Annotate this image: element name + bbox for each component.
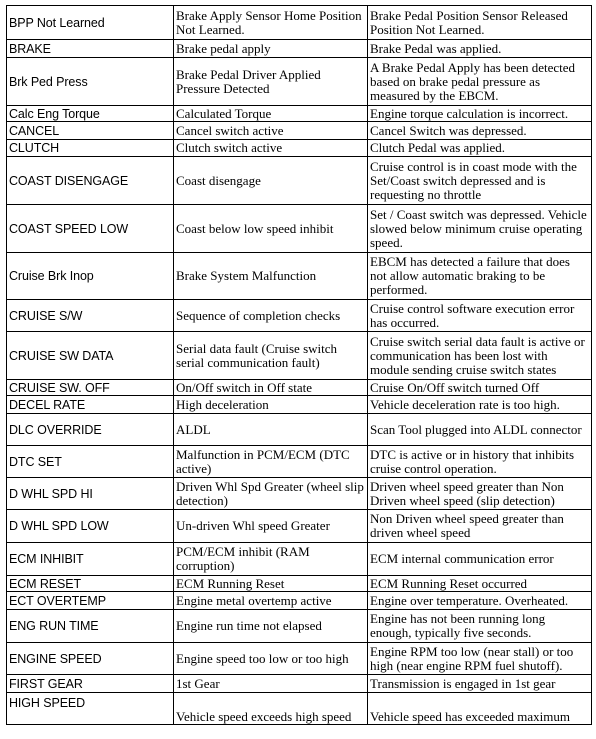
table-row xyxy=(7,157,592,205)
table-row xyxy=(7,693,592,725)
description-cell: A Brake Pedal Apply has been detected based on brake pedal pressure as measured by the EBCM. xyxy=(368,58,592,106)
code-cell: D WHL SPD HI xyxy=(7,478,174,510)
description-cell: Vehicle speed has exceeded maximum xyxy=(368,693,592,725)
condition-cell: ALDL xyxy=(174,414,368,446)
table-row xyxy=(7,510,592,543)
table-row xyxy=(7,396,592,414)
code-cell: Cruise Brk Inop xyxy=(7,253,174,300)
description-cell: EBCM has detected a failure that does not allow automatic braking to be performed. xyxy=(368,253,592,300)
condition-cell: 1st Gear xyxy=(174,675,368,693)
condition-cell: Calculated Torque xyxy=(174,106,368,122)
table-row xyxy=(7,675,592,693)
table-row xyxy=(7,140,592,157)
description-cell: Cruise On/Off switch turned Off xyxy=(368,380,592,396)
condition-cell: PCM/ECM inhibit (RAM corruption) xyxy=(174,543,368,576)
code-cell: CLUTCH xyxy=(7,140,174,157)
table-row xyxy=(7,332,592,380)
description-cell: Cruise switch serial data fault is active or communication has been lost with module sending cruise switch states xyxy=(368,332,592,380)
table-row xyxy=(7,205,592,253)
table-row xyxy=(7,380,592,396)
condition-cell: Brake pedal apply xyxy=(174,40,368,58)
condition-cell: Driven Whl Spd Greater (wheel slip detection) xyxy=(174,478,368,510)
code-cell: COAST DISENGAGE xyxy=(7,157,174,205)
table-row xyxy=(7,40,592,58)
code-cell: CANCEL xyxy=(7,122,174,140)
description-cell: ECM Running Reset occurred xyxy=(368,576,592,592)
table-row xyxy=(7,576,592,592)
cruise-inhibit-table xyxy=(6,5,592,725)
description-cell: Engine torque calculation is incorrect. xyxy=(368,106,592,122)
table-row xyxy=(7,592,592,610)
condition-cell: Malfunction in PCM/ECM (DTC active) xyxy=(174,446,368,478)
table-row xyxy=(7,610,592,643)
condition-cell: On/Off switch in Off state xyxy=(174,380,368,396)
code-cell: ENGINE SPEED xyxy=(7,643,174,675)
description-cell: Transmission is engaged in 1st gear xyxy=(368,675,592,693)
code-cell: COAST SPEED LOW xyxy=(7,205,174,253)
code-cell: ECT OVERTEMP xyxy=(7,592,174,610)
condition-cell: High deceleration xyxy=(174,396,368,414)
description-cell: Brake Pedal was applied. xyxy=(368,40,592,58)
table-row xyxy=(7,122,592,140)
code-cell: CRUISE SW DATA xyxy=(7,332,174,380)
condition-cell: Un-driven Whl speed Greater xyxy=(174,510,368,543)
condition-cell: Serial data fault (Cruise switch serial communication fault) xyxy=(174,332,368,380)
code-cell: BRAKE xyxy=(7,40,174,58)
description-cell: Cruise control software execution error has occurred. xyxy=(368,300,592,332)
code-cell: DLC OVERRIDE xyxy=(7,414,174,446)
condition-cell: Cancel switch active xyxy=(174,122,368,140)
condition-cell: Engine metal overtemp active xyxy=(174,592,368,610)
condition-cell: Coast disengage xyxy=(174,157,368,205)
condition-cell: Engine run time not elapsed xyxy=(174,610,368,643)
condition-cell: Coast below low speed inhibit xyxy=(174,205,368,253)
code-cell: Calc Eng Torque xyxy=(7,106,174,122)
description-cell: Engine RPM too low (near stall) or too high (near engine RPM fuel shutoff). xyxy=(368,643,592,675)
condition-cell: Brake Pedal Driver Applied Pressure Detected xyxy=(174,58,368,106)
description-cell: Driven wheel speed greater than Non Driven wheel speed (slip detection) xyxy=(368,478,592,510)
description-cell: ECM internal communication error xyxy=(368,543,592,576)
table-row xyxy=(7,478,592,510)
condition-cell: Brake System Malfunction xyxy=(174,253,368,300)
description-cell: Brake Pedal Position Sensor Released Position Not Learned. xyxy=(368,6,592,40)
table-row xyxy=(7,58,592,106)
description-cell: DTC is active or in history that inhibits cruise control operation. xyxy=(368,446,592,478)
description-cell: Vehicle deceleration rate is too high. xyxy=(368,396,592,414)
code-cell: DECEL RATE xyxy=(7,396,174,414)
code-cell: Brk Ped Press xyxy=(7,58,174,106)
condition-cell: Engine speed too low or too high xyxy=(174,643,368,675)
code-cell: CRUISE SW. OFF xyxy=(7,380,174,396)
code-cell: FIRST GEAR xyxy=(7,675,174,693)
table-row xyxy=(7,106,592,122)
table-row xyxy=(7,253,592,300)
description-cell: Scan Tool plugged into ALDL connector xyxy=(368,414,592,446)
condition-cell: ECM Running Reset xyxy=(174,576,368,592)
code-cell: ENG RUN TIME xyxy=(7,610,174,643)
table-row xyxy=(7,414,592,446)
table-row xyxy=(7,300,592,332)
document-page xyxy=(6,5,591,725)
description-cell: Engine has not been running long enough, typically five seconds. xyxy=(368,610,592,643)
table-row xyxy=(7,543,592,576)
description-cell: Non Driven wheel speed greater than driven wheel speed xyxy=(368,510,592,543)
description-cell: Clutch Pedal was applied. xyxy=(368,140,592,157)
description-cell: Cruise control is in coast mode with the Set/Coast switch depressed and is requesting no throttle xyxy=(368,157,592,205)
table-row xyxy=(7,6,592,40)
code-cell: BPP Not Learned xyxy=(7,6,174,40)
table-row xyxy=(7,446,592,478)
code-cell: ECM RESET xyxy=(7,576,174,592)
table-row xyxy=(7,643,592,675)
code-cell: HIGH SPEED xyxy=(7,693,174,725)
description-cell: Set / Coast switch was depressed. Vehicle slowed below minimum cruise operating speed. xyxy=(368,205,592,253)
condition-cell: Brake Apply Sensor Home Position Not Learned. xyxy=(174,6,368,40)
condition-cell: Vehicle speed exceeds high speed xyxy=(174,693,368,725)
code-cell: CRUISE S/W xyxy=(7,300,174,332)
description-cell: Engine over temperature. Overheated. xyxy=(368,592,592,610)
condition-cell: Sequence of completion checks xyxy=(174,300,368,332)
code-cell: D WHL SPD LOW xyxy=(7,510,174,543)
code-cell: DTC SET xyxy=(7,446,174,478)
code-cell: ECM INHIBIT xyxy=(7,543,174,576)
description-cell: Cancel Switch was depressed. xyxy=(368,122,592,140)
condition-cell: Clutch switch active xyxy=(174,140,368,157)
